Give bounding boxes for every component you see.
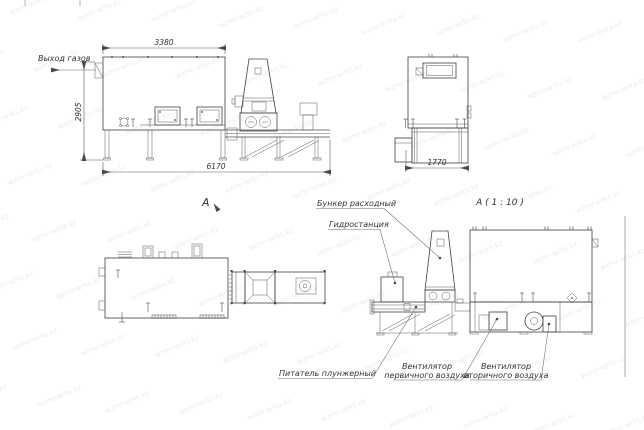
dim-2905-text: 2905 xyxy=(74,102,83,122)
hopper-label: Бункер расходный xyxy=(317,199,397,208)
fan-primary-label-line2: первичного воздуха xyxy=(384,371,470,380)
fan-secondary-label-line2: вторичного воздуха xyxy=(463,371,549,380)
fan-secondary-label-line1: Вентилятор xyxy=(480,362,532,371)
fan-primary-label-line1: Вентилятор xyxy=(401,362,453,371)
detail-view-title: А ( 1 : 10 ) xyxy=(476,198,524,208)
dim-6170-text: 6170 xyxy=(206,162,226,171)
hydro-label: Гидростанция xyxy=(329,220,389,229)
dim-1770-text: 1770 xyxy=(427,158,447,167)
view-a-letter: А xyxy=(202,196,210,209)
gas-outlet-label: Выход газов xyxy=(38,54,91,63)
dim-3380-text: 3380 xyxy=(154,38,174,47)
feeder-label: Питатель плунжерный xyxy=(279,369,376,378)
